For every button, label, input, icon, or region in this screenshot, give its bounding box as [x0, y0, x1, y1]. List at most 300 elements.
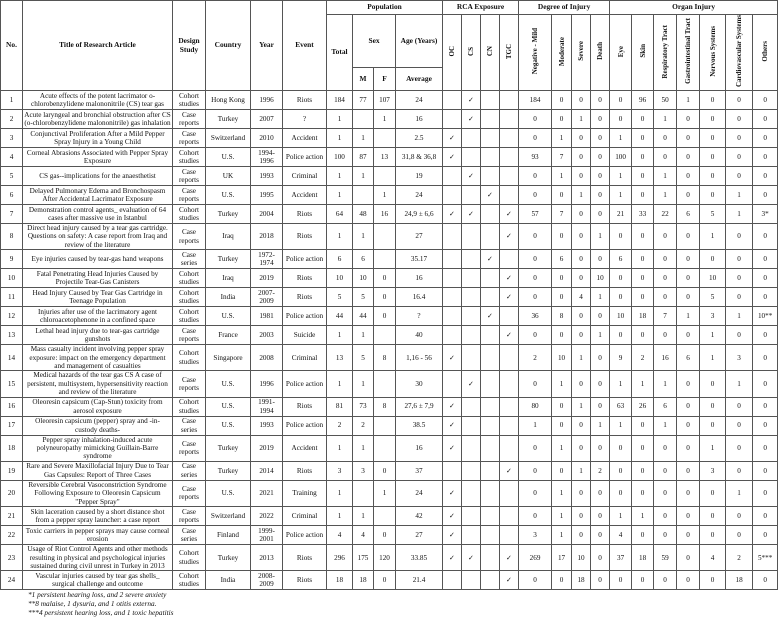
gastrointestinal-tract-cell: 0: [677, 224, 700, 250]
moderate-cell: 1: [552, 371, 572, 397]
country-cell: Finland: [206, 526, 251, 545]
total-cell: 1: [327, 186, 353, 205]
skin-cell: 96: [632, 91, 654, 110]
others-cell: 0: [753, 571, 778, 590]
age-average-cell: 16: [396, 269, 443, 288]
age-average-cell: 16.4: [396, 288, 443, 307]
header-title: Title of Research Article: [23, 1, 173, 91]
respiratory-tract-cell: 50: [654, 91, 677, 110]
others-cell: 0: [753, 507, 778, 526]
others-cell: 0: [753, 397, 778, 416]
title-cell: Mass casualty incident involving pepper spray exposure: impact on the emergency department and management of casualties: [23, 345, 173, 371]
negative-mild-cell: 36: [519, 307, 552, 326]
negative-mild-cell: 0: [519, 480, 552, 506]
table-row: [1, 507, 778, 526]
others-cell: 0: [753, 416, 778, 435]
gastrointestinal-tract-cell: 0: [677, 110, 700, 129]
cardiovascular-systems-cell: 0: [726, 326, 753, 345]
table-row: [1, 345, 778, 371]
cardiovascular-systems-cell: 0: [726, 461, 753, 480]
male-cell: 1: [353, 129, 374, 148]
no-cell: 11: [1, 288, 23, 307]
header-others-label: Others: [761, 41, 769, 62]
table-row: [1, 545, 778, 571]
age-average-cell: 27,6 ± 7,9: [396, 397, 443, 416]
design-study-cell: Cohort studies: [173, 345, 206, 371]
event-cell: Riots: [283, 571, 327, 590]
gastrointestinal-tract-cell: 0: [677, 288, 700, 307]
title-cell: Eye injuries caused by tear-gas hand weapons: [23, 250, 173, 269]
oc-exposure-cell: ✓: [443, 129, 462, 148]
nervous-systems-cell: 0: [700, 507, 726, 526]
female-cell: [374, 167, 396, 186]
event-cell: Police action: [283, 250, 327, 269]
skin-cell: 0: [632, 461, 654, 480]
year-cell: 1996: [251, 371, 283, 397]
header-cardiovascular-systems-label: Cardiovascular Systems: [735, 15, 743, 87]
severe-cell: 0: [572, 416, 591, 435]
design-study-cell: Case reports: [173, 129, 206, 148]
death-cell: 0: [591, 345, 610, 371]
total-cell: 1: [327, 326, 353, 345]
no-cell: 15: [1, 371, 23, 397]
eye-cell: 10: [610, 307, 632, 326]
event-cell: Riots: [283, 269, 327, 288]
cn-exposure-cell: ✓: [481, 186, 500, 205]
header-country: Country: [206, 1, 251, 91]
death-cell: 0: [591, 571, 610, 590]
age-average-cell: 24: [396, 91, 443, 110]
cs-exposure-cell: [462, 507, 481, 526]
death-cell: 10: [591, 269, 610, 288]
design-study-cell: Case reports: [173, 480, 206, 506]
cs-exposure-cell: [462, 461, 481, 480]
table-row: [1, 129, 778, 148]
gastrointestinal-tract-cell: 0: [677, 480, 700, 506]
header-year: Year: [251, 1, 283, 91]
negative-mild-cell: 0: [519, 571, 552, 590]
oc-exposure-cell: ✓: [443, 148, 462, 167]
death-cell: 0: [591, 545, 610, 571]
event-cell: Riots: [283, 545, 327, 571]
oc-exposure-cell: ✓: [443, 416, 462, 435]
total-cell: 3: [327, 461, 353, 480]
year-cell: 1981: [251, 307, 283, 326]
year-cell: 2003: [251, 326, 283, 345]
event-cell: Training: [283, 480, 327, 506]
year-cell: 2018: [251, 224, 283, 250]
respiratory-tract-cell: 1: [654, 110, 677, 129]
eye-cell: 0: [610, 480, 632, 506]
event-cell: Riots: [283, 224, 327, 250]
female-cell: 13: [374, 148, 396, 167]
oc-exposure-cell: ✓: [443, 205, 462, 224]
no-cell: 12: [1, 307, 23, 326]
respiratory-tract-cell: 1: [654, 371, 677, 397]
country-cell: Switzerland: [206, 507, 251, 526]
negative-mild-cell: 0: [519, 129, 552, 148]
respiratory-tract-cell: 0: [654, 461, 677, 480]
negative-mild-cell: 0: [519, 507, 552, 526]
death-cell: 1: [591, 224, 610, 250]
event-cell: Police action: [283, 148, 327, 167]
skin-cell: 0: [632, 416, 654, 435]
gastrointestinal-tract-cell: 0: [677, 167, 700, 186]
others-cell: 3*: [753, 205, 778, 224]
header-average: Average: [396, 68, 443, 91]
female-cell: 120: [374, 545, 396, 571]
title-cell: Lethal head injury due to tear-gas cartridge gunshots: [23, 326, 173, 345]
event-cell: Police action: [283, 307, 327, 326]
eye-cell: 9: [610, 345, 632, 371]
respiratory-tract-cell: 6: [654, 397, 677, 416]
moderate-cell: 0: [552, 397, 572, 416]
event-cell: Riots: [283, 288, 327, 307]
year-cell: 1993: [251, 416, 283, 435]
skin-cell: 0: [632, 326, 654, 345]
skin-cell: 0: [632, 167, 654, 186]
others-cell: 10**: [753, 307, 778, 326]
male-cell: 3: [353, 461, 374, 480]
moderate-cell: 0: [552, 110, 572, 129]
others-cell: 0: [753, 480, 778, 506]
cardiovascular-systems-cell: 0: [726, 129, 753, 148]
country-cell: Turkey: [206, 435, 251, 461]
cn-exposure-cell: [481, 326, 500, 345]
header-nervous-systems-label: Nervous Systems: [709, 26, 717, 77]
others-cell: 0: [753, 224, 778, 250]
cardiovascular-systems-cell: 0: [726, 507, 753, 526]
age-average-cell: 37: [396, 461, 443, 480]
cn-exposure-cell: [481, 205, 500, 224]
skin-cell: 0: [632, 110, 654, 129]
female-cell: 0: [374, 461, 396, 480]
age-average-cell: 27: [396, 526, 443, 545]
event-cell: Accident: [283, 186, 327, 205]
total-cell: 18: [327, 571, 353, 590]
cs-exposure-cell: [462, 526, 481, 545]
header-f: F: [374, 68, 396, 91]
male-cell: 175: [353, 545, 374, 571]
cn-exposure-cell: [481, 345, 500, 371]
header-sex: Sex: [353, 15, 396, 68]
total-cell: 44: [327, 307, 353, 326]
oc-exposure-cell: [443, 224, 462, 250]
cardiovascular-systems-cell: 0: [726, 110, 753, 129]
tgc-exposure-cell: [500, 148, 519, 167]
country-cell: Iraq: [206, 224, 251, 250]
age-average-cell: 19: [396, 167, 443, 186]
event-cell: Criminal: [283, 167, 327, 186]
title-cell: Oleoresin capsicum (pepper) spray and -in-custody deaths-: [23, 416, 173, 435]
negative-mild-cell: 80: [519, 397, 552, 416]
oc-exposure-cell: [443, 307, 462, 326]
nervous-systems-cell: 1: [700, 326, 726, 345]
female-cell: 0: [374, 288, 396, 307]
cardiovascular-systems-cell: 0: [726, 526, 753, 545]
death-cell: 0: [591, 435, 610, 461]
cardiovascular-systems-cell: 2: [726, 545, 753, 571]
cs-exposure-cell: ✓: [462, 205, 481, 224]
year-cell: 2021: [251, 480, 283, 506]
total-cell: 1: [327, 224, 353, 250]
table-header: [1, 1, 778, 91]
year-cell: 1995: [251, 186, 283, 205]
oc-exposure-cell: ✓: [443, 526, 462, 545]
female-cell: 0: [374, 526, 396, 545]
respiratory-tract-cell: 59: [654, 545, 677, 571]
nervous-systems-cell: 1: [700, 435, 726, 461]
gastrointestinal-tract-cell: 0: [677, 326, 700, 345]
death-cell: 0: [591, 167, 610, 186]
tgc-exposure-cell: [500, 507, 519, 526]
country-cell: UK: [206, 167, 251, 186]
total-cell: 64: [327, 205, 353, 224]
negative-mild-cell: 0: [519, 288, 552, 307]
others-cell: 0: [753, 288, 778, 307]
total-cell: 6: [327, 250, 353, 269]
death-cell: 0: [591, 110, 610, 129]
female-cell: 1: [374, 186, 396, 205]
male-cell: 77: [353, 91, 374, 110]
respiratory-tract-cell: 0: [654, 526, 677, 545]
male-cell: 1: [353, 507, 374, 526]
event-cell: Police action: [283, 371, 327, 397]
cs-exposure-cell: [462, 129, 481, 148]
cn-exposure-cell: [481, 167, 500, 186]
age-average-cell: 42: [396, 507, 443, 526]
cs-exposure-cell: [462, 224, 481, 250]
nervous-systems-cell: 0: [700, 526, 726, 545]
event-cell: Suicide: [283, 326, 327, 345]
others-cell: 0: [753, 345, 778, 371]
skin-cell: 0: [632, 250, 654, 269]
cardiovascular-systems-cell: 0: [726, 250, 753, 269]
severe-cell: 0: [572, 307, 591, 326]
negative-mild-cell: 0: [519, 371, 552, 397]
tgc-exposure-cell: [500, 110, 519, 129]
year-cell: 2007-2009: [251, 288, 283, 307]
death-cell: 0: [591, 397, 610, 416]
moderate-cell: 7: [552, 205, 572, 224]
respiratory-tract-cell: 1: [654, 186, 677, 205]
year-cell: 2019: [251, 269, 283, 288]
skin-cell: 0: [632, 269, 654, 288]
gastrointestinal-tract-cell: 0: [677, 269, 700, 288]
others-cell: 0: [753, 148, 778, 167]
skin-cell: 33: [632, 205, 654, 224]
others-cell: 0: [753, 110, 778, 129]
country-cell: India: [206, 571, 251, 590]
no-cell: 18: [1, 435, 23, 461]
moderate-cell: 1: [552, 435, 572, 461]
event-cell: Police action: [283, 416, 327, 435]
oc-exposure-cell: [443, 461, 462, 480]
cn-exposure-cell: [481, 397, 500, 416]
death-cell: 0: [591, 129, 610, 148]
moderate-cell: 17: [552, 545, 572, 571]
severe-cell: 0: [572, 205, 591, 224]
others-cell: 0: [753, 91, 778, 110]
severe-cell: 1: [572, 186, 591, 205]
header-eye: [610, 15, 632, 91]
nervous-systems-cell: 0: [700, 167, 726, 186]
moderate-cell: 7: [552, 148, 572, 167]
eye-cell: 1: [610, 186, 632, 205]
footnote: *1 persistent hearing loss, and 2 severe anxiety: [28, 591, 778, 600]
header-age: Age (Years): [396, 15, 443, 68]
year-cell: 2008-2009: [251, 571, 283, 590]
female-cell: [374, 507, 396, 526]
male-cell: 2: [353, 416, 374, 435]
cardiovascular-systems-cell: 0: [726, 288, 753, 307]
gastrointestinal-tract-cell: 0: [677, 416, 700, 435]
no-cell: 3: [1, 129, 23, 148]
header-tgc-label: TGC: [505, 44, 513, 59]
nervous-systems-cell: 0: [700, 148, 726, 167]
cs-exposure-cell: ✓: [462, 91, 481, 110]
tgc-exposure-cell: [500, 526, 519, 545]
total-cell: 1: [327, 371, 353, 397]
oc-exposure-cell: ✓: [443, 435, 462, 461]
event-cell: Riots: [283, 461, 327, 480]
moderate-cell: 0: [552, 288, 572, 307]
design-study-cell: Case reports: [173, 435, 206, 461]
year-cell: 1993: [251, 167, 283, 186]
year-cell: 2013: [251, 545, 283, 571]
male-cell: 44: [353, 307, 374, 326]
negative-mild-cell: 0: [519, 224, 552, 250]
total-cell: 2: [327, 416, 353, 435]
table-row: [1, 461, 778, 480]
no-cell: 21: [1, 507, 23, 526]
skin-cell: 0: [632, 571, 654, 590]
male-cell: 18: [353, 571, 374, 590]
header-oc-label: OC: [448, 46, 456, 57]
design-study-cell: Cohort studies: [173, 269, 206, 288]
moderate-cell: 10: [552, 345, 572, 371]
title-cell: Acute laryngeal and bronchial obstruction after CS (o-chlorobenzylidene malononitrile) gas inhalation: [23, 110, 173, 129]
no-cell: 10: [1, 269, 23, 288]
female-cell: 0: [374, 269, 396, 288]
cs-exposure-cell: [462, 307, 481, 326]
negative-mild-cell: 0: [519, 110, 552, 129]
nervous-systems-cell: 5: [700, 205, 726, 224]
table-row: [1, 397, 778, 416]
tgc-exposure-cell: ✓: [500, 205, 519, 224]
female-cell: [374, 250, 396, 269]
gastrointestinal-tract-cell: 0: [677, 545, 700, 571]
year-cell: 1996: [251, 91, 283, 110]
cardiovascular-systems-cell: 3: [726, 345, 753, 371]
female-cell: 0: [374, 307, 396, 326]
no-cell: 6: [1, 186, 23, 205]
age-average-cell: 1,16 - 56: [396, 345, 443, 371]
table-row: [1, 526, 778, 545]
nervous-systems-cell: 0: [700, 397, 726, 416]
table-row: [1, 148, 778, 167]
title-cell: Rare and Severe Maxillofacial Injury Due to Tear Gas Capsules: Report of Three Cases: [23, 461, 173, 480]
negative-mild-cell: 0: [519, 186, 552, 205]
others-cell: 0: [753, 526, 778, 545]
header-total: Total: [327, 15, 353, 91]
negative-mild-cell: 2: [519, 345, 552, 371]
header-respiratory-tract-label: Respiratory Tract: [661, 25, 669, 79]
severe-cell: 0: [572, 507, 591, 526]
country-cell: U.S.: [206, 371, 251, 397]
male-cell: 73: [353, 397, 374, 416]
cn-exposure-cell: [481, 571, 500, 590]
age-average-cell: 24: [396, 186, 443, 205]
title-cell: Reversible Cerebral Vasoconstriction Syndrome Following Exposure to Oleoresin Capsicum "Pepper Spray": [23, 480, 173, 506]
others-cell: 0: [753, 129, 778, 148]
header-cs-label: CS: [467, 47, 475, 56]
title-cell: Acute effects of the potent lacrimator o-chlorobenzylidene malononitrile (CS) tear gas: [23, 91, 173, 110]
male-cell: 1: [353, 435, 374, 461]
severe-cell: 0: [572, 269, 591, 288]
gastrointestinal-tract-cell: 0: [677, 571, 700, 590]
respiratory-tract-cell: 0: [654, 480, 677, 506]
no-cell: 20: [1, 480, 23, 506]
skin-cell: 26: [632, 397, 654, 416]
death-cell: 0: [591, 205, 610, 224]
respiratory-tract-cell: 0: [654, 148, 677, 167]
country-cell: Iraq: [206, 269, 251, 288]
cn-exposure-cell: [481, 129, 500, 148]
total-cell: 100: [327, 148, 353, 167]
design-study-cell: Case series: [173, 250, 206, 269]
event-cell: Police action: [283, 526, 327, 545]
gastrointestinal-tract-cell: 0: [677, 507, 700, 526]
header-death: [591, 15, 610, 91]
oc-exposure-cell: [443, 571, 462, 590]
tgc-exposure-cell: ✓: [500, 461, 519, 480]
tgc-exposure-cell: [500, 435, 519, 461]
death-cell: 0: [591, 307, 610, 326]
header-m: M: [353, 68, 374, 91]
total-cell: 1: [327, 110, 353, 129]
cardiovascular-systems-cell: 0: [726, 269, 753, 288]
table-row: [1, 91, 778, 110]
cardiovascular-systems-cell: 1: [726, 371, 753, 397]
male-cell: 5: [353, 288, 374, 307]
header-death-label: Death: [596, 42, 604, 60]
header-respiratory-tract: [654, 15, 677, 91]
male-cell: 1: [353, 224, 374, 250]
header-moderate: [552, 15, 572, 91]
event-cell: ?: [283, 110, 327, 129]
total-cell: 296: [327, 545, 353, 571]
severe-cell: 0: [572, 224, 591, 250]
respiratory-tract-cell: 16: [654, 345, 677, 371]
eye-cell: 0: [610, 435, 632, 461]
header-population: Population: [327, 1, 443, 15]
cardiovascular-systems-cell: 1: [726, 480, 753, 506]
title-cell: Skin laceration caused by a short distance shot from a pepper spray launcher: a case report: [23, 507, 173, 526]
tgc-exposure-cell: [500, 480, 519, 506]
skin-cell: 0: [632, 288, 654, 307]
design-study-cell: Case reports: [173, 507, 206, 526]
negative-mild-cell: 1: [519, 416, 552, 435]
no-cell: 19: [1, 461, 23, 480]
total-cell: 4: [327, 526, 353, 545]
table-row: [1, 480, 778, 506]
tgc-exposure-cell: [500, 397, 519, 416]
title-cell: Conjunctival Proliferation After a Mild Pepper Spray Injury in a Young Child: [23, 129, 173, 148]
eye-cell: 0: [610, 326, 632, 345]
skin-cell: 0: [632, 186, 654, 205]
age-average-cell: 16: [396, 110, 443, 129]
